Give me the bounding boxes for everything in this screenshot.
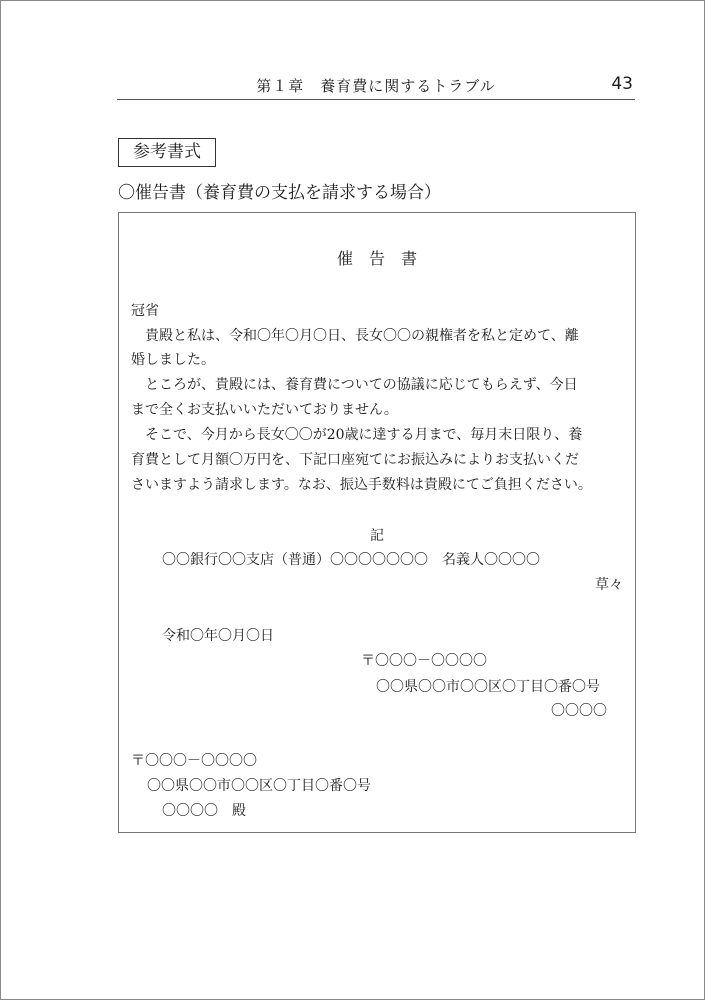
sender-address: 〇〇県〇〇市〇〇区〇丁目〇番〇号 bbox=[376, 679, 600, 695]
body-line: ところが、貴殿には、養育費についての協議に応じてもらえず、今日 bbox=[145, 377, 578, 393]
body-line: まで全くお支払いいただいておりません。 bbox=[131, 402, 398, 418]
salutation: 冠省 bbox=[131, 303, 159, 319]
recipient-address: 〇〇県〇〇市〇〇区〇丁目〇番〇号 bbox=[147, 778, 371, 794]
closing-phrase: 草々 bbox=[595, 577, 623, 593]
bank-account-line: 〇〇銀行〇〇支店（普通）〇〇〇〇〇〇〇 名義人〇〇〇〇 bbox=[162, 552, 540, 568]
recipient-postal-code: 〒〇〇〇－〇〇〇〇 bbox=[131, 753, 257, 769]
record-heading: 記 bbox=[370, 528, 384, 544]
running-head bbox=[117, 75, 635, 100]
sender-name: 〇〇〇〇 bbox=[551, 703, 607, 719]
chapter-title: 第１章 養育費に関するトラブル bbox=[256, 77, 496, 95]
letter-date: 令和〇年〇月〇日 bbox=[162, 628, 274, 644]
page-number: 43 bbox=[611, 74, 633, 94]
demand-letter-box bbox=[118, 212, 636, 833]
form-caption: 〇催告書（養育費の支払を請求する場合） bbox=[118, 183, 441, 203]
letter-title: 催告書 bbox=[336, 249, 433, 268]
sender-postal-code: 〒〇〇〇－〇〇〇〇 bbox=[361, 653, 487, 669]
body-line: 貴殿と私は、令和〇年〇月〇日、長女〇〇の親権者を私と定めて、離 bbox=[145, 328, 579, 344]
body-line: 育費として月額〇万円を、下記口座宛てにお振込みによりお支払いくだ bbox=[131, 452, 579, 468]
body-line: さいますよう請求します。なお、振込手数料は貴殿にてご負担ください。 bbox=[131, 477, 592, 493]
body-line: そこで、今月から長女〇〇が20歳に達する月まで、毎月末日限り、養 bbox=[145, 427, 583, 443]
recipient-name: 〇〇〇〇 殿 bbox=[162, 803, 246, 819]
body-line: 婚しました。 bbox=[131, 352, 215, 368]
reference-format-label: 参考書式 bbox=[118, 138, 216, 167]
